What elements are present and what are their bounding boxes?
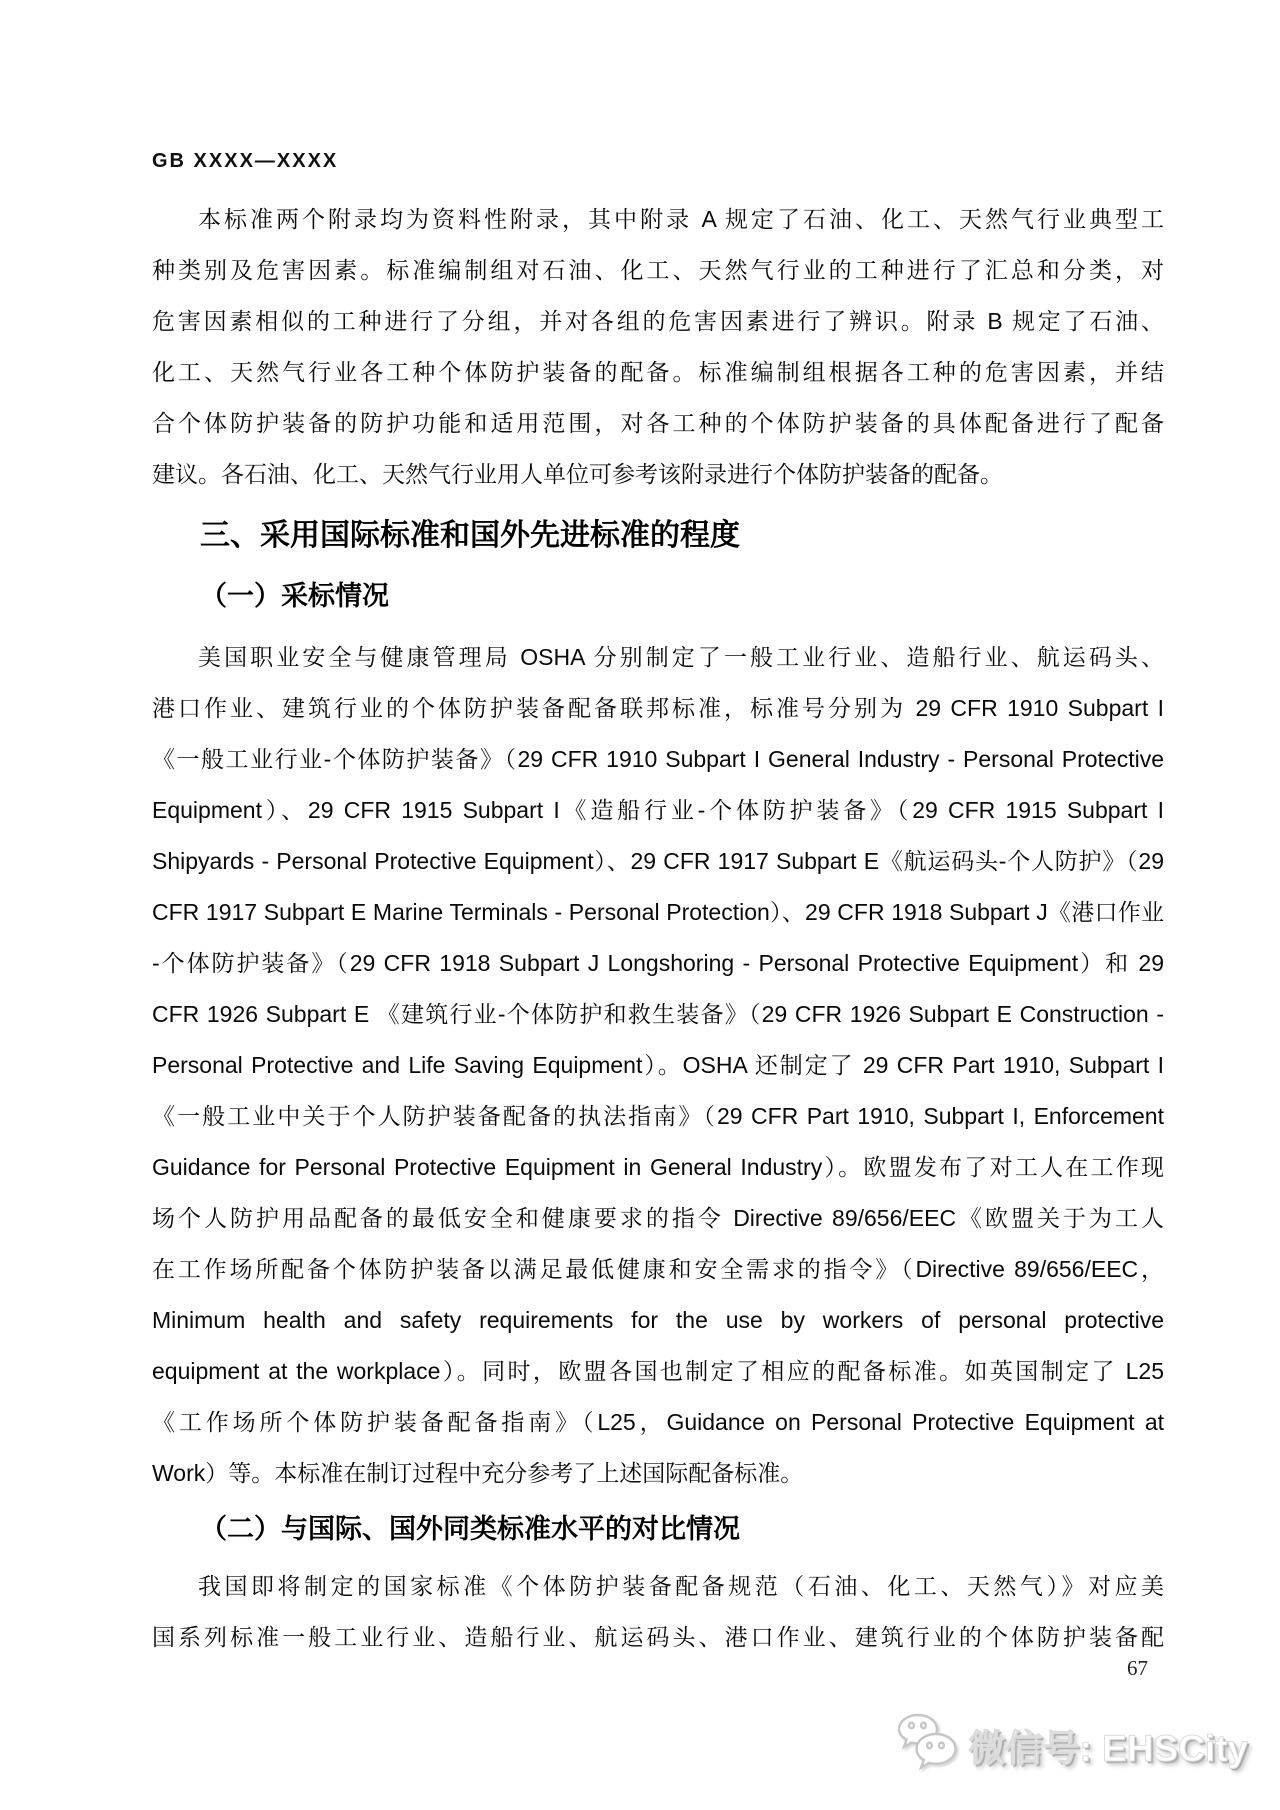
text-line: 本标准两个附录均为资料性附录，其中附录 A 规定了石油、化工、天然气行业典型工 — [198, 206, 1164, 232]
text-line: 我国即将制定的国家标准《个体防护装备配备规范（石油、化工、天然气）》对应美 — [198, 1573, 1164, 1599]
text-line: -个体防护装备》（29 CFR 1918 Subpart J Longshoring - Personal Protective Equipment）和 29 — [152, 950, 1164, 976]
wechat-icon — [896, 1712, 958, 1778]
text-line: 《一般工业中关于个人防护装备配备的执法指南》（29 CFR Part 1910, Subpart I, Enforcement — [152, 1103, 1164, 1129]
text-line: 《工作场所个体防护装备配备指南》（L25，Guidance on Personal Protective Equipment at — [152, 1409, 1164, 1435]
text-line: 《一般工业行业-个体防护装备》（29 CFR 1910 Subpart I General Industry - Personal Protective — [152, 746, 1164, 772]
section-heading-adoption-of-international-standards: 三、采用国际标准和国外先进标准的程度 — [200, 519, 740, 552]
text-line: 场个人防护用品配备的最低安全和健康要求的指令 Directive 89/656/EEC《欧盟关于为工人 — [152, 1205, 1164, 1231]
text-line: 港口作业、建筑行业的个体防护装备配备联邦标准，标准号分别为 29 CFR 1910 Subpart I — [152, 695, 1164, 721]
text-line: 合个体防护装备的防护功能和适用范围，对各工种的个体防护装备的具体配备进行了配备 — [152, 410, 1164, 436]
text-line: Shipyards - Personal Protective Equipment）、29 CFR 1917 Subpart E《航运码头-个人防护》（29 — [152, 848, 1164, 874]
watermark — [896, 1712, 1248, 1778]
subsection-heading-standard-adoption-status: （一）采标情况 — [200, 581, 389, 611]
watermark-text: 微信号: EHSCity — [968, 1728, 1248, 1769]
text-line: 危害因素相似的工种进行了分组，并对各组的危害因素进行了辨识。附录 B 规定了石油、 — [152, 308, 1164, 334]
paragraph-appendix-description — [152, 194, 1164, 500]
text-line: Minimum health and safety requirements for the use by workers of personal protective — [152, 1307, 1164, 1333]
text-line: 种类别及危害因素。标准编制组对石油、化工、天然气行业的工种进行了汇总和分类，对 — [152, 257, 1164, 283]
subsection-heading-comparison-with-international-standards: （二）与国际、国外同类标准水平的对比情况 — [200, 1514, 740, 1544]
doc-header-standard-number: GB XXXX—XXXX — [152, 150, 339, 172]
paragraph-comparison — [152, 1561, 1164, 1663]
page-content — [152, 0, 1164, 1663]
text-line: 国系列标准一般工业行业、造船行业、航运码头、港口作业、建筑行业的个体防护装备配 — [152, 1624, 1164, 1650]
page-number: 67 — [1127, 1656, 1148, 1680]
text-line: 在工作场所配备个体防护装备以满足最低健康和安全需求的指令》（Directive 89/656/EEC， — [152, 1256, 1164, 1282]
text-line: Guidance for Personal Protective Equipment in General Industry）。欧盟发布了对工人在工作现 — [152, 1154, 1164, 1180]
text-line: 建议。各石油、化工、天然气行业用人单位可参考该附录进行个体防护装备的配备。 — [152, 461, 1003, 487]
text-line: Equipment）、29 CFR 1915 Subpart I《造船行业-个体防护装备》（29 CFR 1915 Subpart I — [152, 797, 1164, 823]
text-line: Work）等。本标准在制订过程中充分参考了上述国际配备标准。 — [152, 1460, 804, 1486]
text-line: Personal Protective and Life Saving Equipment）。OSHA 还制定了 29 CFR Part 1910, Subpart I — [152, 1052, 1164, 1078]
text-line: CFR 1917 Subpart E Marine Terminals - Personal Protection）、29 CFR 1918 Subpart J《港口作业 — [152, 899, 1164, 925]
paragraph-osha-eu-standards — [152, 632, 1164, 1499]
text-line: equipment at the workplace）。同时，欧盟各国也制定了相应的配备标准。如英国制定了 L25 — [152, 1358, 1164, 1384]
text-line: 美国职业安全与健康管理局 OSHA 分别制定了一般工业行业、造船行业、航运码头、 — [198, 644, 1164, 670]
text-line: CFR 1926 Subpart E 《建筑行业-个体防护和救生装备》（29 CFR 1926 Subpart E Construction - — [152, 1001, 1164, 1027]
text-line: 化工、天然气行业各工种个体防护装备的配备。标准编制组根据各工种的危害因素，并结 — [152, 359, 1164, 385]
